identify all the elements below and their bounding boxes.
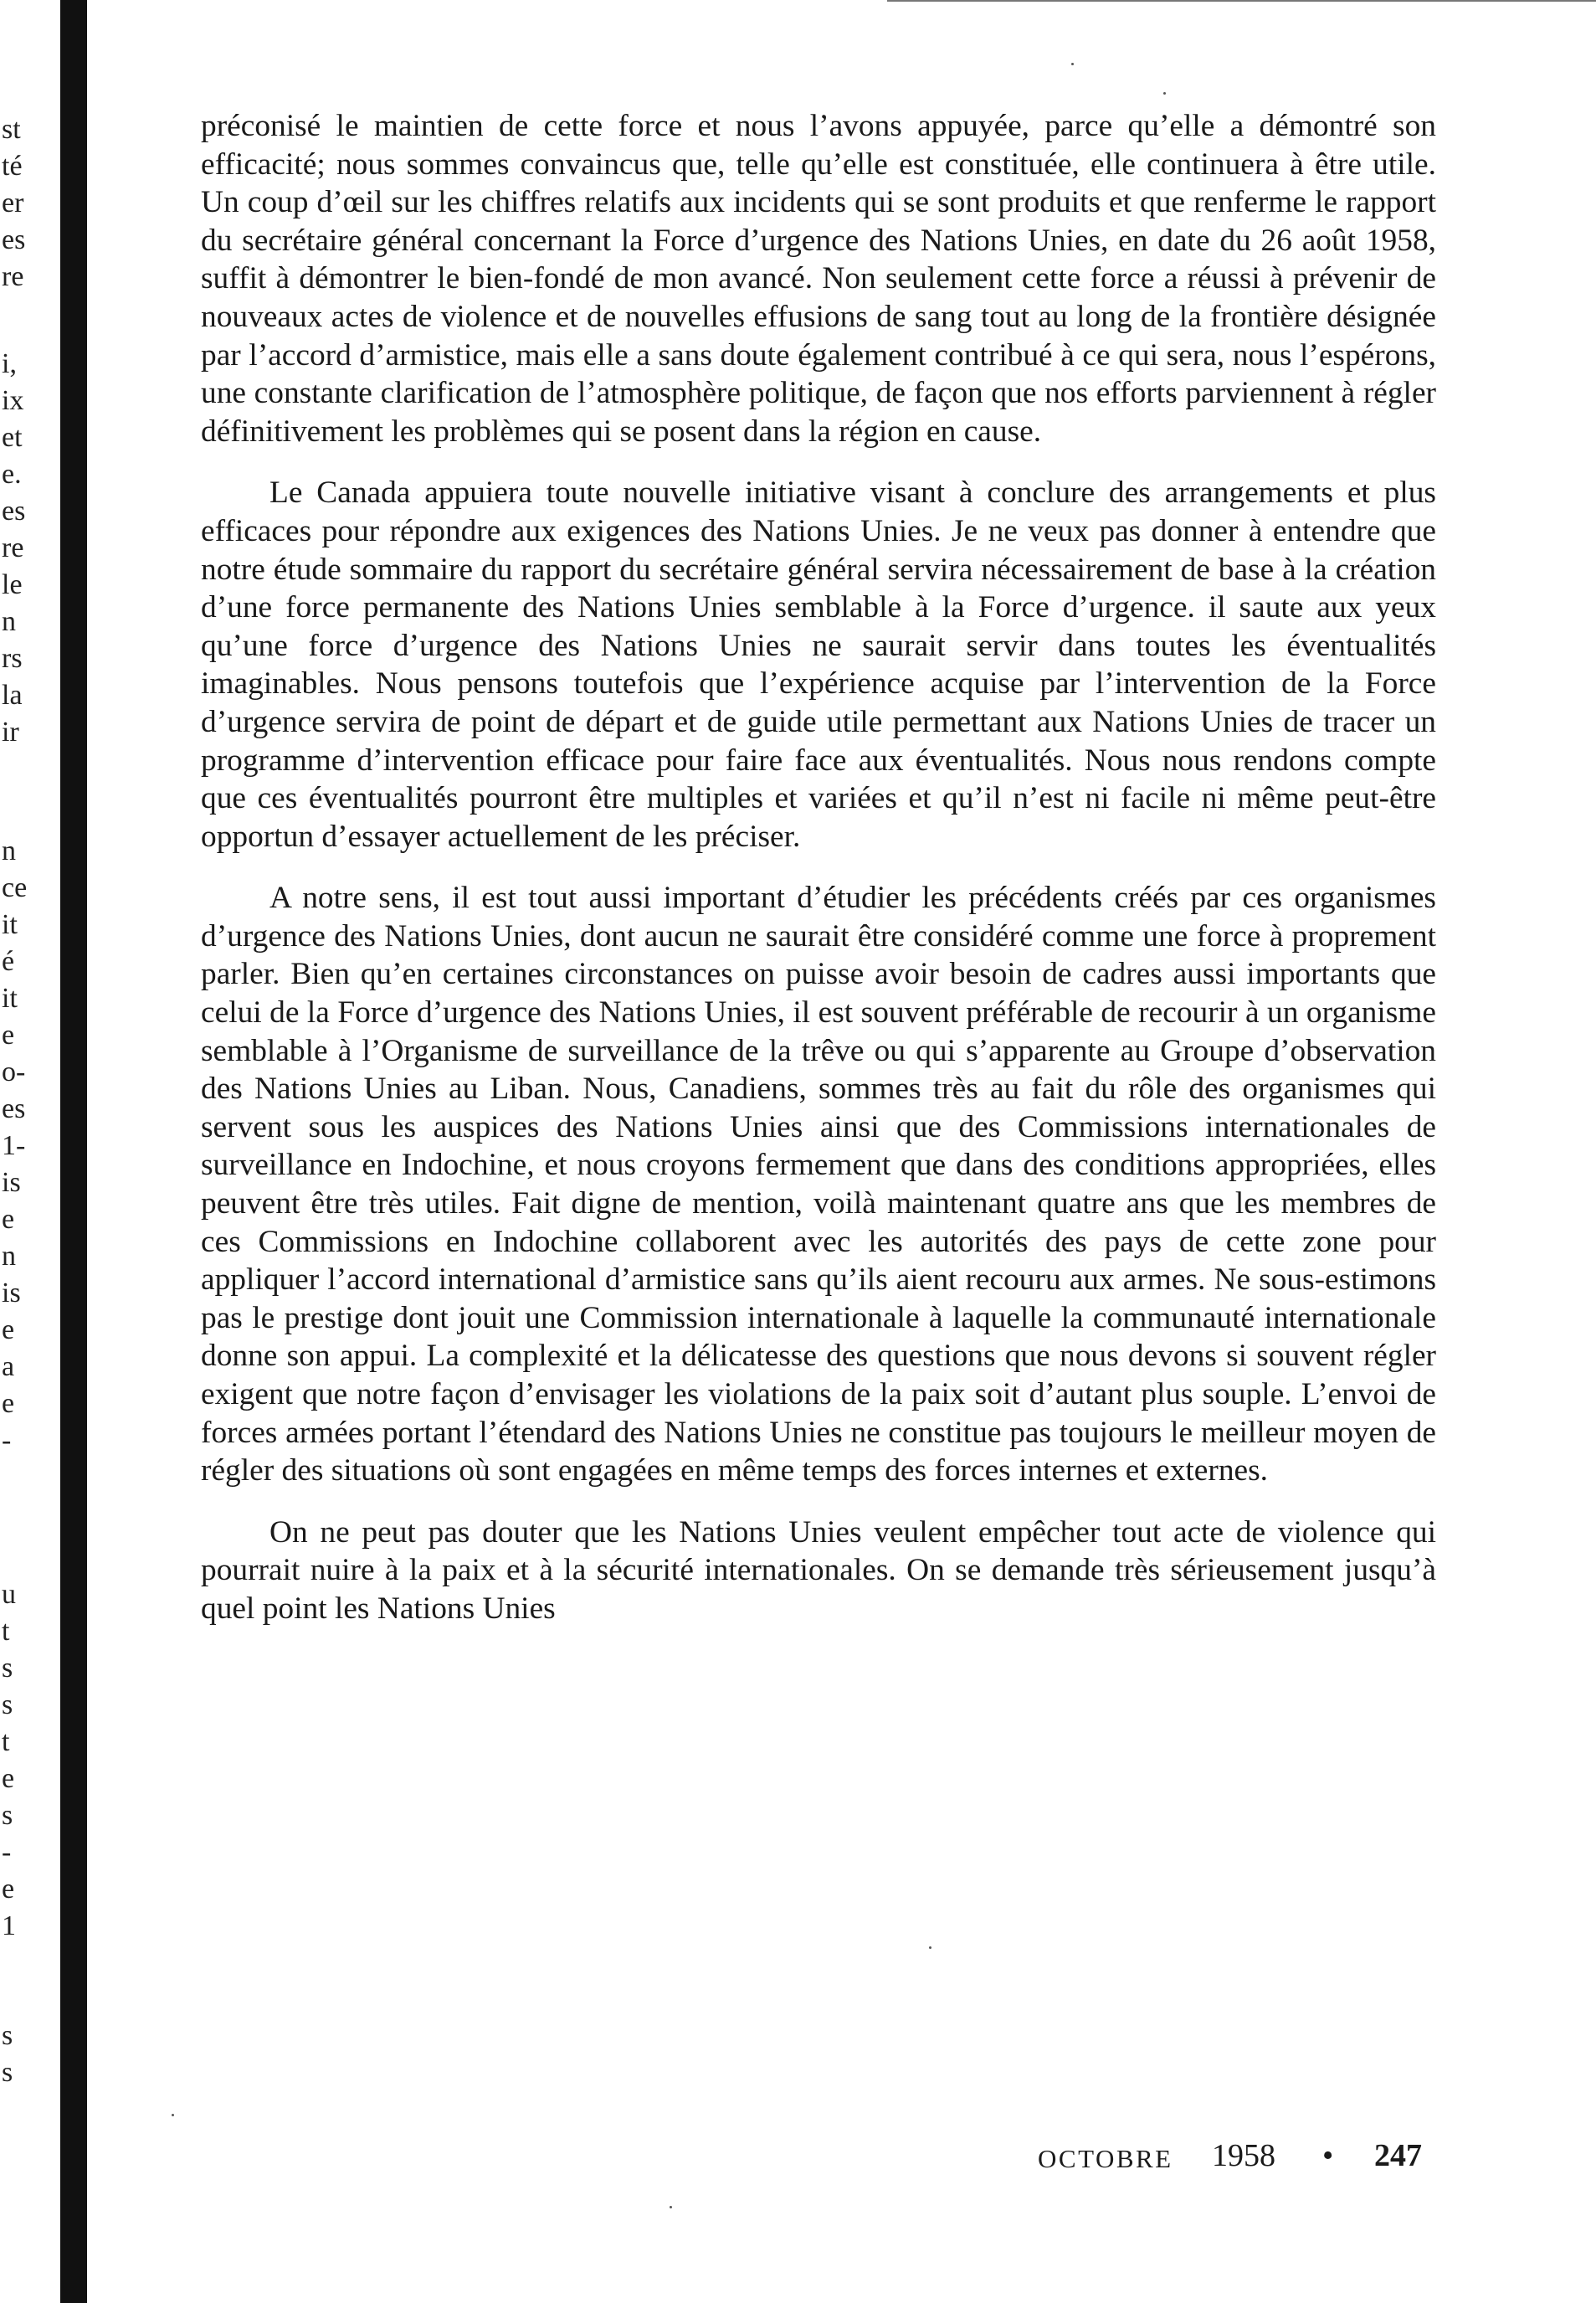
print-speck (670, 2206, 672, 2208)
print-speck (929, 1946, 931, 1949)
margin-fragment: n (2, 835, 16, 866)
margin-fragment: t (2, 1616, 10, 1647)
margin-fragment: e (2, 1314, 15, 1345)
margin-fragment: es (2, 1093, 26, 1124)
footer-separator: • (1322, 2138, 1334, 2173)
margin-fragment: u (2, 1579, 16, 1610)
margin-fragment: s (2, 2057, 13, 2088)
margin-fragment: é (2, 946, 15, 977)
margin-fragment: s (2, 1653, 13, 1684)
margin-fragment: ce (2, 872, 28, 903)
margin-fragment: 1 (2, 1910, 16, 1941)
margin-fragment: is (2, 1277, 21, 1308)
paragraph-3: A notre sens, il est tout aussi important d’étudier les précédents créés par ces organismes d’urgence des Nations Unies, dont aucun ne saurait être considéré comme une force à proprement parler. Bien qu’en certaines circonstances on puisse avoir besoin de cadres aussi importants que celui de la Force d’urgence des Nations Unies, il est souvent préférable de recourir à un organisme semblable à l’Organisme de surveillance de la trêve ou qui s’apparente au Groupe d’observation des Nations Unies au Liban. Nous, Canadiens, sommes très au fait du rôle des organismes qui servent sous les auspices des Nations Unies ainsi que des Commissions internationales de surveillance en Indochine, et nous croyons fermement que dans des conditions appropriées, elles peuvent être très utiles. Fait digne de mention, voilà maintenant quatre ans que les membres de ces Commissions en Indochine collaborent avec les autorités des pays de cette zone pour appliquer l’accord international d’armistice sans qu’ils aient recouru aux armes. Ne sous-estimons pas le prestige dont jouit une Commission internationale à laquelle la communauté internationale donne son appui. La complexité et la délicatesse des questions que nous devons si souvent régler exigent que notre façon d’envisager les violations de la paix soit d’autant plus souple. L’envoi de forces armées portant l’étendard des Nations Unies ne constitue pas toujours le meilleur moyen de régler des situations où sont engagées en même temps des forces internes et externes. (201, 881, 1436, 1488)
margin-fragment: - (2, 1837, 12, 1868)
footer-month: OCTOBRE (1038, 2144, 1173, 2173)
margin-fragment: it (2, 909, 18, 940)
margin-fragment: re (2, 532, 24, 563)
margin-fragment: es (2, 496, 26, 527)
margin-fragment: e. (2, 459, 22, 490)
margin-fragment: ix (2, 385, 24, 416)
page-number: 247 (1374, 2138, 1422, 2173)
margin-fragment: e (2, 1020, 15, 1051)
margin-fragment: e (2, 1874, 15, 1905)
margin-fragment: 1- (2, 1130, 26, 1161)
paragraph-1: préconisé le maintien de cette force et nous l’avons appuyée, parce qu’elle a démontré son efficacité; nous sommes convaincus que, telle qu’elle est constituée, elle continuera à être utile. Un coup d’œil sur les chiffres relatifs aux incidents qui se sont produits et que renferme le rapport du secrétaire général concernant la Force d’urgence des Nations Unies, en date du 26 août 1958, suffit à démontrer le bien-fondé de mon avancé. Non seulement cette force a réussi à prévenir de nouveaux actes de violence et de nouvelles effusions de sang tout au long de la frontière désignée par l’accord d’armistice, mais elle a sans doute également contribué à ce qui sera, nous l’espérons, une constante clarification de l’atmosphère politique, de façon que nos efforts parviennent à régler définitivement les problèmes qui se posent dans la région en cause. (201, 109, 1436, 449)
margin-fragment: e (2, 1204, 15, 1235)
margin-fragment: n (2, 1241, 16, 1272)
footer-year: 1958 (1212, 2138, 1275, 2173)
margin-fragment: er (2, 188, 24, 218)
paragraph-2: Le Canada appuiera toute nouvelle initiative visant à conclure des arrangements et plus efficaces pour répondre aux exigences des Nations Unies. Je ne veux pas donner à entendre que notre étude sommaire du rapport du secrétaire général servira nécessairement de base à la création d’une force permanente des Nations Unies semblable à la Force d’urgence. il saute aux yeux qu’une force d’urgence des Nations Unies ne saurait servir dans toutes les éventualités imaginables. Nous pensons toutefois que l’expérience acquise par l’intervention de la Force d’urgence servira de point de départ et de guide utile permettant aux Nations Unies de tracer un programme d’intervention efficace pour faire face aux éventualités. Nous nous rendons compte que ces éventualités pourront être multiples et variées et qu’il n’est ni facile ni même peut-être opportun d’essayer actuellement de les préciser. (201, 476, 1436, 854)
margin-fragment: is (2, 1167, 21, 1198)
top-edge-line (887, 0, 1596, 2)
margin-fragment: re (2, 261, 24, 292)
margin-fragment: le (2, 569, 23, 600)
margin-fragment: st (2, 114, 21, 145)
margin-fragment: o- (2, 1056, 26, 1087)
page-footer (1038, 2137, 1439, 2179)
binding-shadow (60, 0, 87, 2303)
margin-fragment: - (2, 1425, 12, 1456)
margin-fragment: rs (2, 643, 23, 674)
margin-fragment: i, (2, 348, 17, 379)
margin-fragment: ir (2, 717, 19, 748)
margin-fragment: s (2, 1800, 13, 1831)
margin-fragment: té (2, 151, 23, 182)
margin-fragment: et (2, 422, 23, 453)
margin-fragment: e (2, 1388, 15, 1419)
margin-fragment: n (2, 606, 16, 637)
margin-fragment: e (2, 1763, 15, 1794)
print-speck (1071, 63, 1074, 65)
print-speck (172, 2114, 174, 2116)
margin-fragment: la (2, 680, 23, 711)
margin-fragment: s (2, 2020, 13, 2051)
margin-fragment: s (2, 1689, 13, 1720)
margin-fragment: it (2, 983, 18, 1014)
margin-fragment: t (2, 1726, 10, 1757)
margin-fragment: a (2, 1351, 15, 1382)
margin-fragment: es (2, 224, 26, 255)
print-speck (1163, 92, 1166, 95)
article-body (201, 107, 1436, 1652)
paragraph-4: On ne peut pas douter que les Nations Unies veulent empêcher tout acte de violence qui pourrait nuire à la paix et à la sécurité internationales. On se demande très sérieusement jusqu’à quel point les Nations Unies (201, 1514, 1436, 1626)
previous-page-margin (0, 0, 60, 2303)
